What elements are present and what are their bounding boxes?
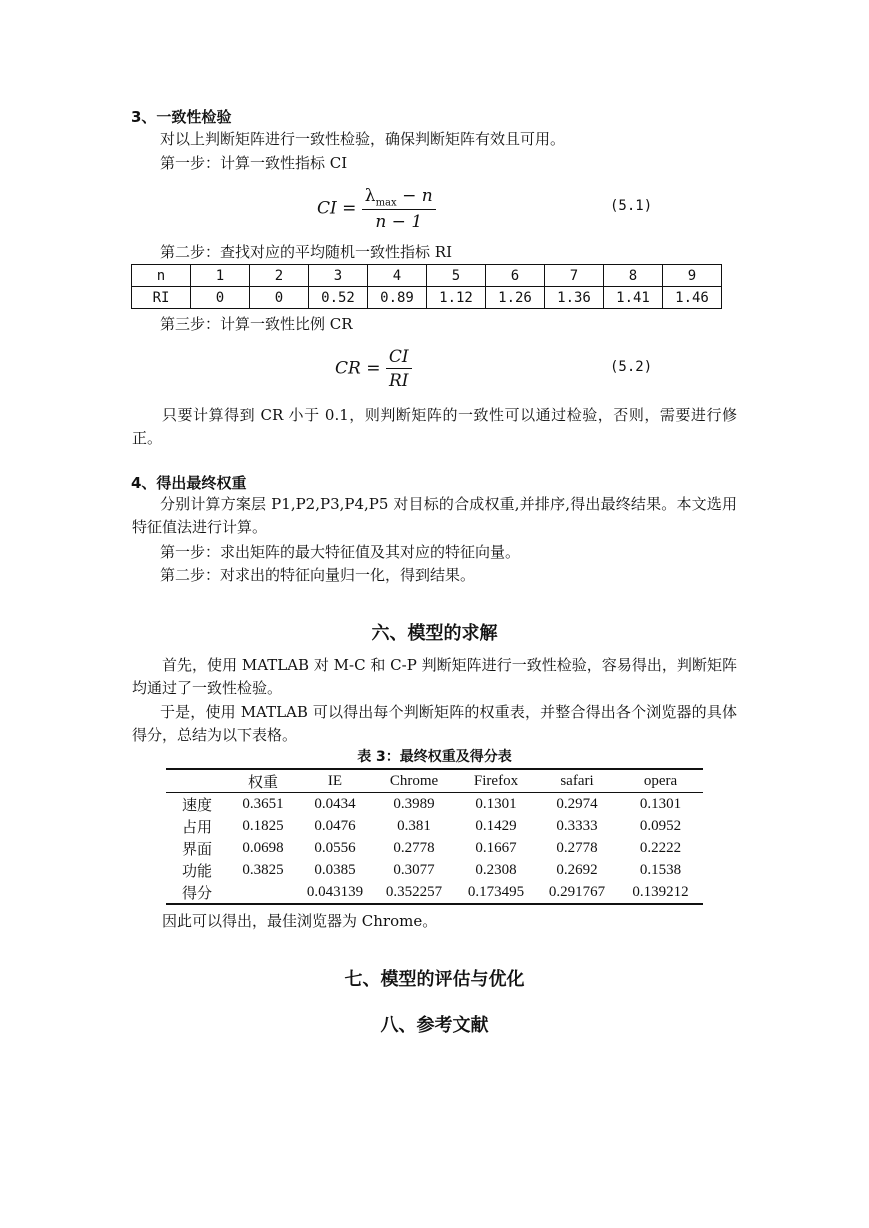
table-cell: 0.3077 bbox=[393, 861, 435, 878]
table-row-score bbox=[166, 881, 703, 904]
section-3-heading: 3、一致性检验 bbox=[131, 108, 232, 126]
ri-cell: 6 bbox=[486, 265, 545, 287]
table-row bbox=[166, 793, 703, 816]
lambda-symbol: λ bbox=[364, 186, 376, 206]
table-header: opera bbox=[618, 769, 703, 793]
table-header: 权重 bbox=[228, 769, 298, 793]
table-conclusion: 因此可以得出，最佳浏览器为 Chrome。 bbox=[162, 912, 438, 930]
table-cell: 占用 bbox=[181, 819, 212, 836]
ri-cell: 1 bbox=[191, 265, 250, 287]
ci-numerator bbox=[362, 186, 436, 210]
table-header: safari bbox=[536, 769, 618, 793]
table-cell: 0.3989 bbox=[393, 795, 435, 812]
eigen-step-2: 第二步：对求出的特征向量归一化，得到结果。 bbox=[160, 566, 476, 584]
table-cell: 0.0385 bbox=[314, 861, 356, 878]
section-6-paragraph-2: 于是，使用 MATLAB 可以得出每个判断矩阵的权重表，并整合得出各个浏览器的具体得分，总结为以下表格。 bbox=[132, 703, 737, 744]
ci-numerator-rest: − n bbox=[396, 186, 433, 206]
ri-cell: 0.52 bbox=[309, 287, 368, 309]
table-row bbox=[166, 859, 703, 881]
table-cell: 界面 bbox=[181, 841, 212, 858]
table-cell: 0.3651 bbox=[242, 795, 284, 812]
final-weights-table bbox=[166, 768, 703, 905]
ri-cell: 1.26 bbox=[486, 287, 545, 309]
eigen-step-1: 第一步：求出矩阵的最大特征值及其对应的特征向量。 bbox=[160, 543, 521, 561]
table-cell: 0.043139 bbox=[298, 881, 372, 904]
table-cell: 0.2222 bbox=[639, 839, 682, 856]
ri-cell: 0 bbox=[250, 287, 309, 309]
table-row bbox=[166, 815, 703, 837]
section-8-heading: 八、参考文献 bbox=[380, 1015, 489, 1036]
section-4-heading: 4、得出最终权重 bbox=[131, 474, 247, 492]
table-header: Firefox bbox=[456, 769, 536, 793]
equation-cr: CR = $\frac{CI}{RI}$ bbox=[335, 347, 412, 391]
table-header bbox=[166, 769, 228, 793]
cr-conclusion: 只要计算得到 CR 小于 0.1，则判断矩阵的一致性可以通过检验，否则，需要进行修正。 bbox=[132, 406, 737, 447]
section-4-paragraph: 分别计算方案层 P1,P2,P3,P4,P5 对目标的合成权重,并排序,得出最终结果。本文选用特征值法进行计算。 bbox=[132, 495, 737, 536]
table-cell: 0.1429 bbox=[475, 817, 517, 834]
ri-cell: n bbox=[132, 265, 191, 287]
table-cell: 0.1301 bbox=[475, 795, 517, 812]
lambda-subscript: max bbox=[375, 197, 397, 209]
ri-step-2: 第二步：查找对应的平均随机一致性指标 RI bbox=[160, 243, 452, 261]
table-cell: 0.2778 bbox=[556, 839, 598, 856]
ri-cell: 3 bbox=[309, 265, 368, 287]
ri-cell: 1.36 bbox=[545, 287, 604, 309]
equation-number-5-2: (5.2) bbox=[610, 359, 653, 375]
table-cell bbox=[228, 881, 298, 904]
table-header-row bbox=[166, 769, 703, 793]
ri-cell: 2 bbox=[250, 265, 309, 287]
table-cell: 0.0556 bbox=[314, 839, 356, 856]
ci-lhs: CI bbox=[317, 198, 337, 219]
ri-cell: 8 bbox=[604, 265, 663, 287]
table-cell: 0.1825 bbox=[242, 817, 284, 834]
ri-cell: 9 bbox=[663, 265, 722, 287]
cr-lhs: CR bbox=[335, 358, 361, 379]
table-cell: 0.2778 bbox=[393, 839, 435, 856]
cr-denominator: RI bbox=[388, 371, 409, 391]
section-6-heading: 六、模型的求解 bbox=[371, 623, 498, 644]
ri-cell: 7 bbox=[545, 265, 604, 287]
ri-cell: RI bbox=[132, 287, 191, 309]
table-cell: 0.291767 bbox=[536, 881, 618, 904]
ci-fraction bbox=[362, 186, 436, 232]
ri-table-row-ri bbox=[132, 287, 722, 309]
equation-number-5-1: (5.1) bbox=[610, 198, 653, 214]
table-cell: 0.1301 bbox=[639, 795, 682, 812]
ci-denominator: n − 1 bbox=[375, 212, 423, 233]
table-cell: 0.3333 bbox=[556, 817, 598, 834]
cr-numerator: CI bbox=[386, 347, 412, 369]
equation-ci: CI = $\frac{\lambda_{max} - n}{n - 1}$ bbox=[317, 186, 436, 232]
table-header: Chrome bbox=[372, 769, 456, 793]
table-cell: 0.2974 bbox=[556, 795, 598, 812]
ri-cell: 1.46 bbox=[663, 287, 722, 309]
cr-fraction bbox=[386, 347, 412, 391]
ri-table bbox=[131, 264, 722, 309]
ri-cell: 5 bbox=[427, 265, 486, 287]
section-7-heading: 七、模型的评估与优化 bbox=[344, 969, 525, 990]
table-cell: 速度 bbox=[181, 797, 212, 814]
ri-cell: 1.41 bbox=[604, 287, 663, 309]
table-cell: 0.352257 bbox=[372, 881, 456, 904]
table-cell: 0.3825 bbox=[242, 861, 284, 878]
ci-step-1: 第一步：计算一致性指标 CI bbox=[160, 154, 348, 172]
table-cell: 0.2308 bbox=[475, 861, 517, 878]
ri-cell: 4 bbox=[368, 265, 427, 287]
ri-cell: 0.89 bbox=[368, 287, 427, 309]
table-header: IE bbox=[298, 769, 372, 793]
cr-step-3: 第三步：计算一致性比例 CR bbox=[160, 315, 353, 333]
table-cell: 0.1538 bbox=[639, 861, 682, 878]
table-cell: 得分 bbox=[166, 881, 228, 904]
section-6-paragraph-1: 首先，使用 MATLAB 对 M-C 和 C-P 判断矩阵进行一致性检验，容易得出，判断矩阵均通过了一致性检验。 bbox=[132, 656, 737, 697]
table-cell: 0.173495 bbox=[456, 881, 536, 904]
table-cell: 0.0698 bbox=[242, 839, 284, 856]
section-3-intro: 对以上判断矩阵进行一致性检验，确保判断矩阵有效且可用。 bbox=[160, 130, 566, 148]
table-cell: 0.139212 bbox=[618, 881, 703, 904]
table-3-caption: 表 3：最终权重及得分表 bbox=[357, 749, 512, 765]
table-row bbox=[166, 837, 703, 859]
table-cell: 功能 bbox=[181, 863, 212, 880]
ri-cell: 1.12 bbox=[427, 287, 486, 309]
table-cell: 0.0434 bbox=[314, 795, 356, 812]
table-cell: 0.381 bbox=[397, 817, 431, 834]
table-cell: 0.1667 bbox=[475, 839, 517, 856]
ri-cell: 0 bbox=[191, 287, 250, 309]
table-cell: 0.0476 bbox=[314, 817, 356, 834]
table-cell: 0.2692 bbox=[556, 861, 598, 878]
table-cell: 0.0952 bbox=[639, 817, 682, 834]
ri-table-row-n bbox=[132, 265, 722, 287]
